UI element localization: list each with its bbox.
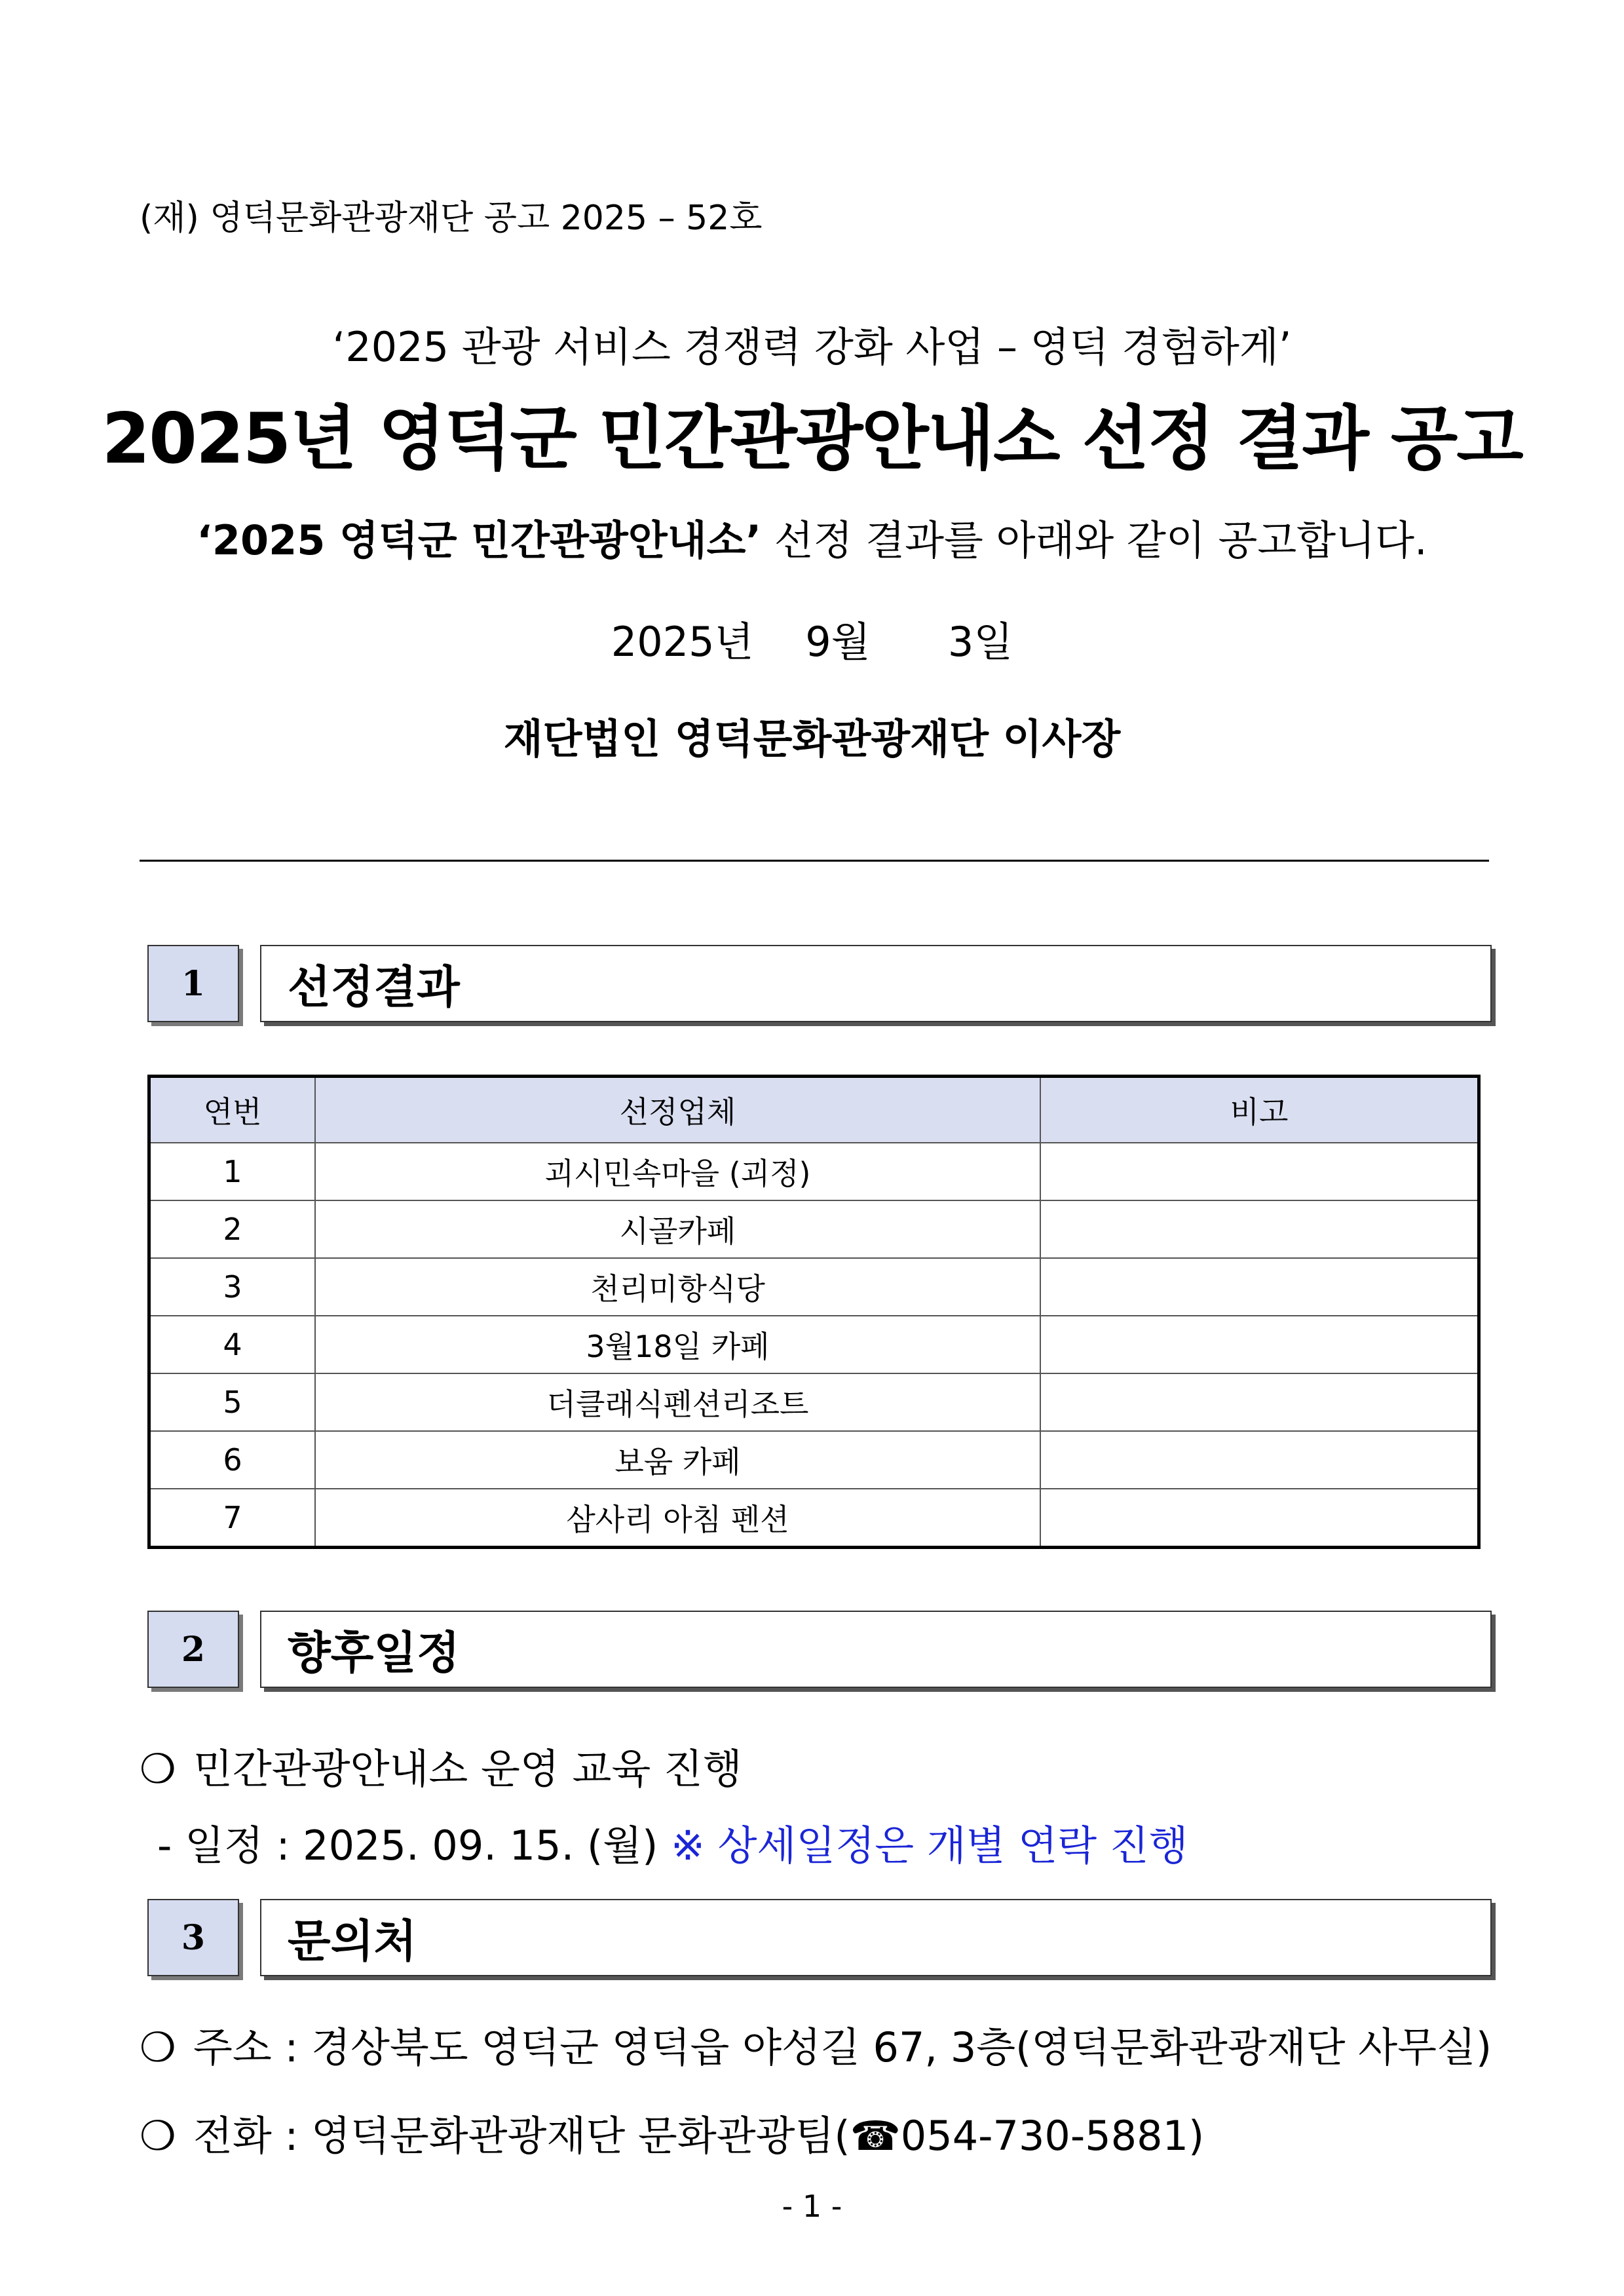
header-no: 연번 [149,1077,316,1143]
cell-no: 7 [149,1489,316,1548]
table-row [149,1373,1479,1431]
notice-number: (재) 영덕문화관광재단 공고 2025 – 52호 [140,199,763,238]
address-text: 주소 : 경상북도 영덕군 영덕읍 야성길 67, 3층(영덕문화관광재단 사무실) [193,2023,1492,2071]
cell-company: 더클래식펜션리조트 [315,1373,1040,1431]
cell-company: 시골카페 [315,1200,1040,1258]
circle-bullet-icon: ❍ [140,2023,176,2071]
cell-company: 보움 카페 [315,1431,1040,1489]
section-3-number: 3 [147,1899,239,1976]
table-row [149,1489,1479,1548]
notice-date [0,609,1624,668]
cell-no: 6 [149,1431,316,1489]
schedule-item [140,1736,742,1795]
cell-no: 3 [149,1258,316,1316]
intro-rest: 선정 결과를 아래와 같이 공고합니다. [761,516,1427,564]
cell-remark [1040,1258,1479,1316]
cell-company: 3월18일 카페 [315,1316,1040,1373]
section-1-title: 선정결과 [260,945,1492,1022]
circle-bullet-icon: ❍ [140,1745,176,1793]
page-number: - 1 - [782,2189,842,2224]
table-row [149,1143,1479,1200]
contact-address [140,2015,1492,2073]
schedule-note: ※ 상세일정은 개별 연락 진행 [670,1822,1188,1869]
cell-remark [1040,1316,1479,1373]
table-header-row [149,1077,1479,1143]
cell-remark [1040,1431,1479,1489]
table-row [149,1258,1479,1316]
contact-phone [140,2103,1204,2162]
date-month: 9월 [805,618,871,666]
cell-no: 5 [149,1373,316,1431]
cell-no: 1 [149,1143,316,1200]
divider [140,860,1489,862]
cell-no: 4 [149,1316,316,1373]
section-2-title: 향후일정 [260,1611,1492,1688]
document-subtitle: ‘2025 관광 서비스 경쟁력 강화 사업 – 영덕 경험하게’ [332,323,1292,371]
schedule-item-text: 민간관광안내소 운영 교육 진행 [193,1745,742,1793]
circle-bullet-icon: ❍ [140,2112,176,2160]
cell-remark [1040,1489,1479,1548]
table-row [149,1316,1479,1373]
issuer: 재단법인 영덕문화관광재단 이사장 [503,715,1121,763]
date-year: 2025년 [611,618,754,666]
cell-remark [1040,1373,1479,1431]
section-3-title: 문의처 [260,1899,1492,1976]
date-day: 3일 [947,618,1013,666]
section-1-number: 1 [147,945,239,1022]
cell-remark [1040,1200,1479,1258]
cell-no: 2 [149,1200,316,1258]
document-title: 2025년 영덕군 민간관광안내소 선정 결과 공고 [102,398,1522,479]
header-remark: 비고 [1040,1077,1479,1143]
intro-text [0,508,1624,566]
table-row [149,1200,1479,1258]
schedule-date: - 일정 : 2025. 09. 15. (월) [157,1822,658,1869]
intro-bold: ‘2025 영덕군 민간관광안내소’ [197,516,762,564]
cell-remark [1040,1143,1479,1200]
cell-company: 천리미항식당 [315,1258,1040,1316]
table-row [149,1431,1479,1489]
section-2-number: 2 [147,1611,239,1688]
schedule-detail [157,1813,1188,1871]
selection-result-table [147,1075,1481,1549]
phone-text: 전화 : 영덕문화관광재단 문화관광팀(☎054-730-5881) [193,2112,1205,2160]
header-company: 선정업체 [315,1077,1040,1143]
cell-company: 괴시민속마을 (괴정) [315,1143,1040,1200]
cell-company: 삼사리 아침 펜션 [315,1489,1040,1548]
